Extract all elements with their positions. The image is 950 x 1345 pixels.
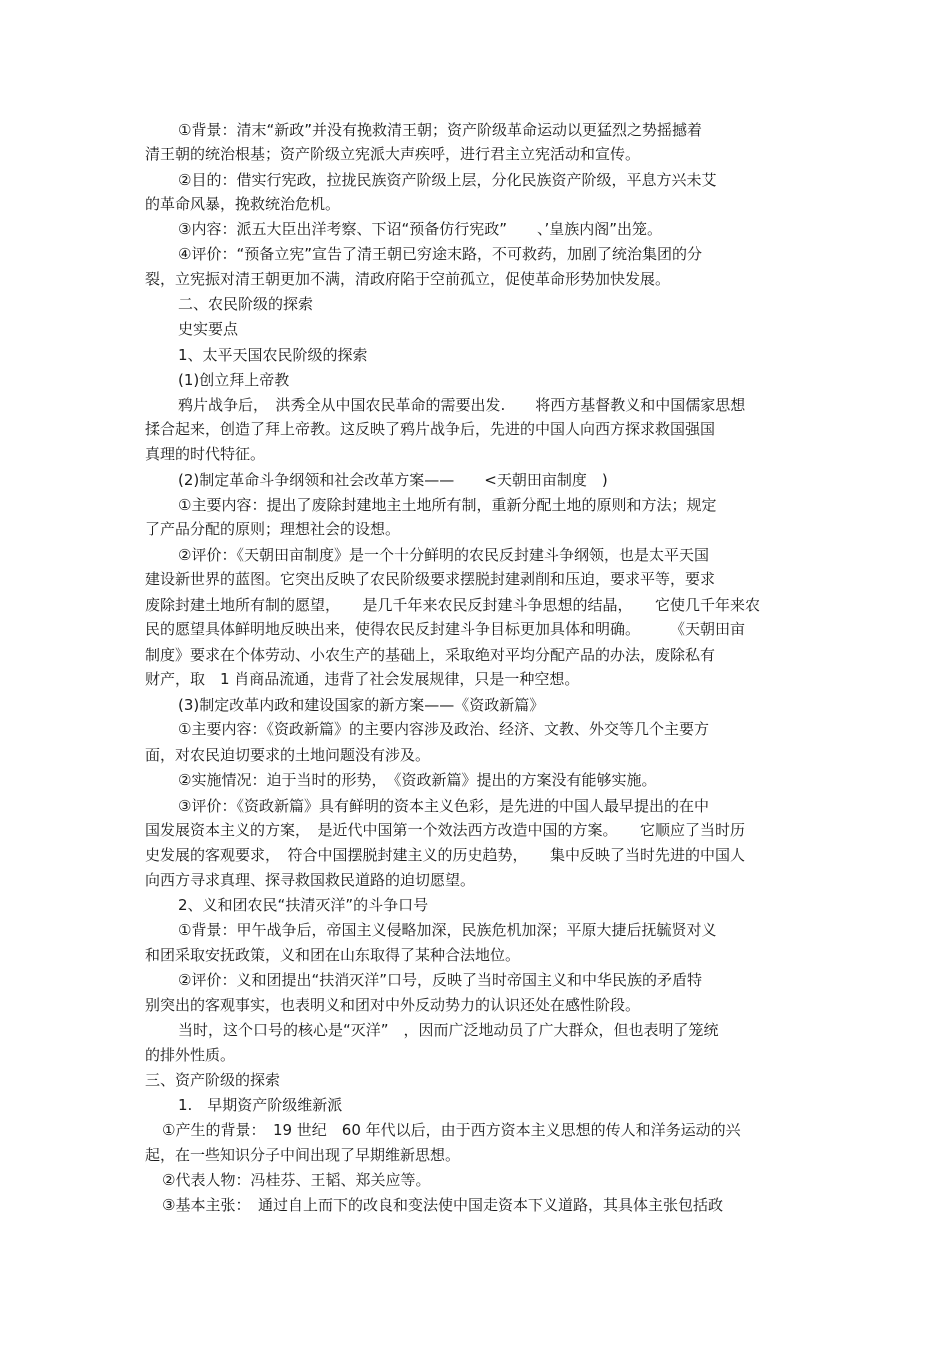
text-line: ②评价：《天朝田亩制度》是一个十分鲜明的农民反封建斗争纲领，也是太平天国: [178, 546, 709, 564]
text-line: 民的愿望具体鲜明地反映出来，使得农民反封建斗争目标更加具体和明确。 《天朝田亩: [145, 620, 746, 638]
text-line: ②实施情况：迫于当时的形势， 《资政新篇》提出的方案没有能够实施。: [178, 771, 657, 789]
text-line: 面，对农民迫切要求的土地问题没有涉及。: [145, 746, 431, 764]
text-line: 真理的时代特征。: [145, 445, 266, 463]
sub-heading: (3)制定改革内政和建设国家的新方案——《资政新篇》: [178, 696, 545, 714]
text-line: 揉合起来，创造了拜上帝教。这反映了鸦片战争后，先进的中国人向西方探求救国强国: [145, 420, 716, 438]
text-line: 建设新世界的蓝图。它突出反映了农民阶级要求摆脱封建剥削和压迫，要求平等，要求: [145, 570, 716, 588]
text-line: ②代表人物：冯桂芬、王韬、郑关应等。: [162, 1171, 431, 1189]
sub-heading: (2)制定革命斗争纲领和社会改革方案—— <天朝田亩制度 ): [178, 471, 608, 489]
text-line: ①背景：甲午战争后，帝国主义侵略加深，民族危机加深；平原大捷后抚毓贤对义: [178, 921, 717, 939]
text-line: 清王朝的统治根基；资产阶级立宪派大声疾呼，进行君主立宪活动和宣传。: [145, 145, 641, 163]
section-heading: 三、资产阶级的探索: [145, 1071, 281, 1089]
text-line: 裂，立宪振对清王朝更加不满，清政府陷于空前孤立，促使革命形势加快发展。: [145, 270, 671, 288]
text-line: ④评价：“预备立宪”宣告了清王朝已穷途末路，不可救药，加剧了统治集团的分: [178, 245, 702, 263]
text-line: 当时，这个口号的核心是“灭洋” ，因而广泛地动员了广大群众，但也表明了笼统: [178, 1021, 719, 1039]
text-line: 史发展的客观要求， 符合中国摆脱封建主义的历史趋势， 集中反映了当时先进的中国人: [145, 846, 746, 864]
text-line: 和团采取安抚政策，义和团在山东取得了某种合法地位。: [145, 946, 521, 964]
text-line: 的革命风暴，挽救统治危机。: [145, 195, 341, 213]
text-line: 起，在一些知识分子中间出现了早期维新思想。: [145, 1146, 461, 1164]
sub-heading: 1、太平天国农民阶级的探索: [178, 346, 368, 364]
text-line: 的排外性质。: [145, 1046, 236, 1064]
text-line: 废除封建土地所有制的愿望， 是几千年来农民反封建斗争思想的结晶， 它使几千年来农: [145, 596, 761, 614]
sub-heading: (1)创立拜上帝教: [178, 371, 290, 389]
text-line: ③基本主张： 通过自上而下的改良和变法使中国走资本下义道路，其具体主张包括政: [162, 1196, 723, 1214]
text-line: ①背景：清末“新政”并没有挽救清王朝；资产阶级革命运动以更猛烈之势摇撼着: [178, 121, 702, 139]
text-line: ①产生的背景： 19 世纪 60 年代以后，由于西方资本主义思想的传人和洋务运动的兴: [162, 1121, 741, 1139]
text-line: 了产品分配的原则；理想社会的设想。: [145, 520, 401, 538]
text-line: 别突出的客观事实，也表明义和团对中外反动势力的认识还处在感性阶段。: [145, 996, 641, 1014]
sub-heading: 史实要点: [178, 320, 239, 338]
text-line: 鸦片战争后， 洪秀全从中国农民革命的需要出发. 将西方基督教义和中国儒家思想: [178, 396, 746, 414]
text-line: ③评价：《资政新篇》具有鲜明的资本主义色彩，是先进的中国人最早提出的在中: [178, 797, 709, 815]
text-line: 财产，取 1 肖商品流通，违背了社会发展规律，只是一种空想。: [145, 670, 580, 688]
text-line: ①主要内容：提出了废除封建地主土地所有制，重新分配土地的原则和方法；规定: [178, 496, 717, 514]
text-line: ③内容：派五大臣出洋考察、下诏“预备仿行宪政” 、’皇族内阁”出笼。: [178, 220, 663, 238]
text-line: 国发展资本主义的方案， 是近代中国第一个效法西方改造中国的方案。 它顺应了当时历: [145, 821, 746, 839]
text-line: ①主要内容：《资政新篇》的主要内容涉及政治、经济、文教、外交等几个主要方: [178, 720, 709, 738]
sub-heading: 2、义和团农民“扶清灭洋”的斗争口号: [178, 896, 429, 914]
text-line: 向西方寻求真理、探寻救国救民道路的迫切愿望。: [145, 871, 476, 889]
text-line: ②评价：义和团提出“扶消灭洋”口号，反映了当时帝国主义和中华民族的矛盾特: [178, 971, 702, 989]
text-line: 制度》要求在个体劳动、小农生产的基础上，采取绝对平均分配产品的办法，废除私有: [145, 646, 716, 664]
text-line: ②目的：借实行宪政，拉拢民族资产阶级上层，分化民族资产阶级，平息方兴未艾: [178, 171, 717, 189]
sub-heading: 1. 早期资产阶级维新派: [178, 1096, 343, 1114]
section-heading: 二、农民阶级的探索: [178, 295, 314, 313]
